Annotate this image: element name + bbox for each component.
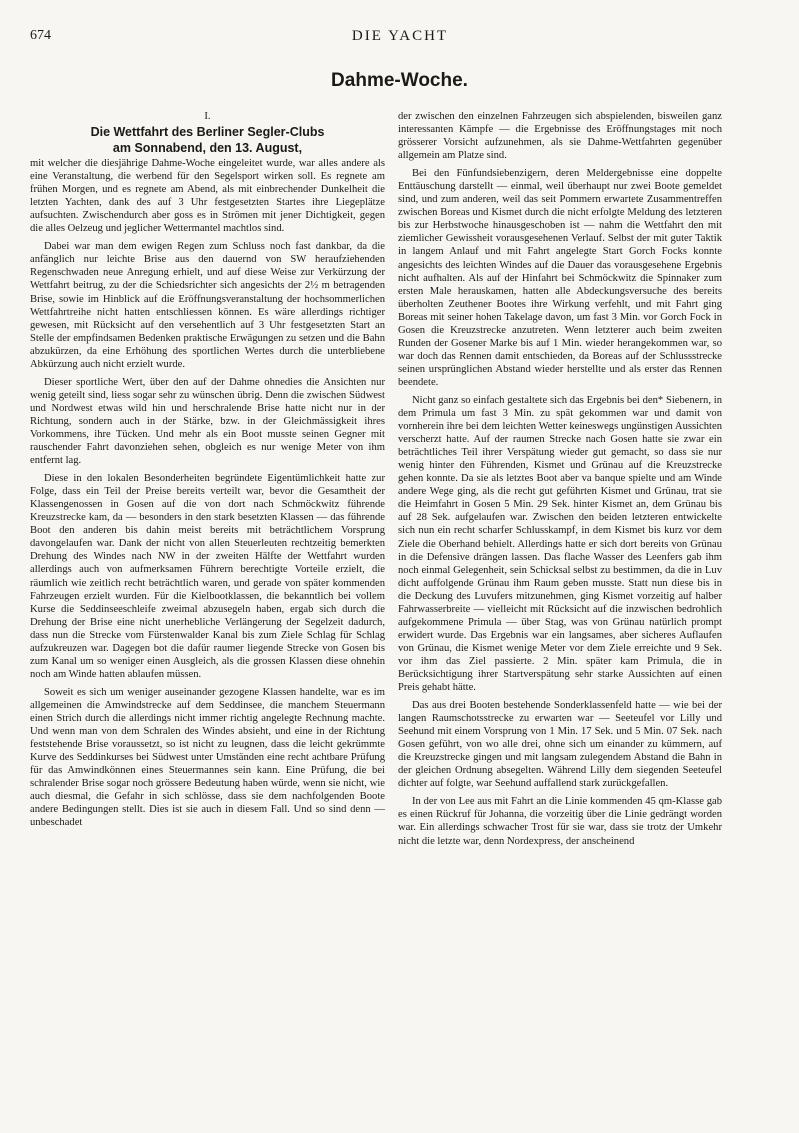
page-header <box>30 28 770 50</box>
running-title: DIE YACHT <box>351 28 449 44</box>
paragraph: Das aus drei Booten bestehende Sonderklassenfeld hatte — wie bei der langen Raumschotsstrecke zu erwarten war — Seeteufel vor Lilly und Seehund mit einem Vorsprung von 1 Min. 17 Sek. und 5 Min. 07 Sek. nach Gosen geführt, von wo alle drei, ohne sich um einander zu kümmern, auf die Kreuzstrecke gingen und mit langsam zulegendem Abstand die Bahn in der gleichen Ordnung absegelten. Während Lilly dem siegenden Seeteufel dichter auf folgte, war Seehund auffallend stark zurückgefallen. <box>398 700 722 790</box>
paragraph: Bei den Fünfundsiebenzigern, deren Meldergebnisse eine doppelte Enttäuschung darstellt — einmal, weil überhaupt nur zwei Boote gemeldet sind, und zum anderen, weil das seit Pommern erwartete Zusammentreffen zwischen Boreas und Kismet durch die nicht erfolgte Meldung des letzteren bis zur Herbstwoche hinausgeschoben ist — nahm die Wettfahrt den mit ziemlicher Gewissheit vorausgesehenen Verlauf. Selbst der mit guter Taktik in langem Anlauf und mit Fahrt angelegte Start Gorch Focks konnte angesichts des leichten Windes auf die Dauer das vorausgesehene Ergebnis nicht aufhalten. Als auf der Hinfahrt bei Schmöckwitz die Spinnaker zum ersten Male herauskamen, hatten alle Abdeckungsversuche des bereits überholten Zeuthener Bootes ihre Wirkung verfehlt, und mit Fahrt ging Boreas mit seiner hohen Takelage davon, um fast 3 Min. vor Gorch Fock in Gosen die Kreuzstrecke anzutreten. Wenn letzterer auch beim zweiten Runden der Gosener Marke bis auf 1 Min. wieder herangekommen war, so war doch das Rennen damit entschieden, da Boreas auf der Schlussstrecke seinen ursprünglichen Abstand wieder herstellte und als erster das Rennen beendete. <box>398 168 722 388</box>
paragraph: mit welcher die diesjährige Dahme-Woche eingeleitet wurde, war alles andere als eine Veranstaltung, die werbend für den Segelsport wirken soll. Es regnete am frühen Morgen, und es regnete am Abend, als mit einbrechender Dunkelheit die letzten Yachten, dank des auf 3 Uhr festgesetzten Startes ihre Liegeplätze aufsuchten. Zwischendurch aber goss es in Strömen mit jener Dichtigkeit, gegen die alles Oelzeug und jeglicher Wettermantel machtlos sind. <box>30 158 385 235</box>
left-column <box>30 110 385 829</box>
paragraph: Diese in den lokalen Besonderheiten begründete Eigentümlichkeit hatte zur Folge, dass ein Teil der Preise bereits verteilt war, bevor die Gesamtheit der Klassengenossen in Gosen auf die von dort nach Schmöckwitz führende Kreuzstrecke kam, da — besonders in den stark besetzten Klassen — das führende Boot den anderen bis dahin meist bereits mit beträchtlichem Vorsprung davongelaufen war. Dank der nicht von allen Steuerleuten rechtzeitig bemerkten Drehung des Windes nach NW in der zweiten Hälfte der Wettfahrt wurden allerdings auch von aufmerksamen Führern berechtigte Vorteile erzielt, die räumlich wie zeitlich recht beträchtlich waren, und gerade von später kommenden Fahrzeugen erzielt wurden. Für die Kielbootklassen, die bekanntlich bei vollem Kurse die Seddinseeschleife zweimal abzusegeln haben, ergab sich durch die Drehung der Brise eine nicht unerhebliche Verlängerung der Segelzeit dadurch, dass nun die Strecke vom Fürstenwalder Kanal bis zum Ziele Schlag für Schlag aufzukreuzen war. Dagegen bot die dafür raumer liegende Strecke von Gosen bis zum Kanal um so weniger einen Ausgleich, als die grossen Klassen diese ohnehin noch am Winde hatten ablaufen müssen. <box>30 473 385 680</box>
section-number: I. <box>204 111 211 122</box>
paragraph: Dabei war man dem ewigen Regen zum Schluss noch fast dankbar, da die anfänglich nur leichte Brise aus den dauernd von SW heraufziehenden Regenschwaden neue Anregung erhielt, und auf diese Weise zur Verkürzung der Wettfahrt beitrug, zu der die Schiedsrichter sich angesichts der 2½ m betragenden Brise, sowie im Hinblick auf die Eröffnungsveranstaltung der hochsommerlichen Wettfahrtreihe nicht hatten entschliessen können. Es wäre allerdings richtiger gewesen, mit Rücksicht auf den versehentlich auf 3 Uhr festgesetzten Start an Stelle der empfindsamen Bedenken praktische Erwägungen zu setzen und die Bahn abzukürzen, da eine Erhöhung des sportlichen Wertes durch die unterbliebene Abkürzung auch nicht erzielt wurde. <box>30 241 385 370</box>
paragraph: Soweit es sich um weniger auseinander gezogene Klassen handelte, war es im allgemeinen die Amwindstrecke auf dem Seddinsee, die manchem Steuermann einen Strich durch die allerdings nicht immer richtig angelegte Rechnung machte. Und wenn man von dem Schralen des Windes absieht, und eine in der Richtung feststehende Brise voraussetzt, so ist nicht zu leugnen, dass die leicht gekrümmte Kurve des Seddinkurses bei Südwest unter Umständen eine recht achtbare Prüfung für das Amwindkönnen eines Steuermannes sein kann. Eine Prüfung, die bei schralender Brise sogar noch grössere Bedeutung haben würde, wenn sie nicht, wie auch diesmal, die Gefahr in sich schlösse, dass sie dem nachfolgenden Boote andere Bedingungen stellt. Dies ist sie auch in diesem Fall. Und so sind denn — unbeschadet <box>30 686 385 829</box>
section-title-line1: Die Wettfahrt des Berliner Segler-Clubs <box>90 125 325 140</box>
paragraph: Dieser sportliche Wert, über den auf der Dahme ohnedies die Ansichten nur wenig geteilt sind, liess sogar sehr zu wünschen übrig. Denn die zwischen Südwest und Nordwest etwas wild hin und herschralende Brise hatte nicht nur in der Richtung, sondern auch in der Stärke, bzw. in der Gleichmässigkeit ihres Vorkommens, ihre Tücken. Und mehr als ein Boot musste seinen Gegner mit rauschender Fahrt davonziehen sehen, obgleich es nur wenige Meter von ihm entfernt lag. <box>30 376 385 467</box>
article-title: Dahme-Woche. <box>331 70 468 91</box>
section-title-line2: am Sonnabend, den 13. August, <box>112 141 303 156</box>
page-number: 674 <box>30 28 51 43</box>
paragraph: In der von Lee aus mit Fahrt an die Linie kommenden 45 qm-Klasse gab es einen Rückruf für Johanna, die vorzeitig über die Linie gedrängt worden war. Ein allerdings schwacher Trost für sie war, dass sie trotz der Umkehr nicht die letzte war, denn Nordexpress, der anscheinend <box>398 796 722 847</box>
paragraph: Nicht ganz so einfach gestaltete sich das Ergebnis bei den* Siebenern, in dem Primula um fast 3 Min. zu spät gekommen war und damit von vornherein ihre bei dem leichten Wetter keineswegs ungünstigen Aussichten verscherzt hatte. Auf der raumen Strecke nach Gosen hatte sie zwar ein beträchtliches Teil ihrer Verspätung wieder gut gemacht, so dass sie nur wenig hinter den Führenden, Kismet und Grünau auf die Kreuzstrecke gehen konnte. Da sie als letztes Boot aber va banque spielte und am Winde andere Wege ging, als die recht gut geführten Kismet und Grünau, trat sie die Heimfahrt in Gosen 5 Min. 29 Sek. hinter Kismet an, dem Grünau bis auf 28 Sek. aufgelaufen war. Zwischen den beiden letzteren entwickelte sich nun ein recht scharfer Schlusskampf, in dem Kismet bis kurz vor dem Ziele die Oberhand behielt. Allerdings hatte er sich dort bereits von Grünau in die Defensive drängen lassen. Das flache Wasser des Leenfers gab ihm noch einmal Gelegenheit, sein Schicksal selbst zu bestimmen, da die in Luv dicht auffolgende Grünau ihm Raum geben musste. Statt nun diese bis in die Deckung des Luvufers mitzunehmen, ging Kismet vorzeitig auf halber Fahrwasserbreite — vielleicht mit Rücksicht auf die inzwischen bedrohlich aufgekommene Primula — über Stag, was von Grünau natürlich prompt erwidert wurde. Das Ergebnis war ein langsames, aber sicheres Auflaufen von Grünau, die Kismet wenige Meter vor dem Ziele erreichte und 9 Sek. vor ihm das Ziel passierte. 2 Min. später kam Primula, die in Berücksichtigung ihrer Startverspätung sehr starke Aussichten auf einen Preis gehabt hätte. <box>398 394 722 694</box>
right-column <box>398 110 722 848</box>
paragraph: der zwischen den einzelnen Fahrzeugen sich abspielenden, bisweilen ganz interessanten Kämpfe — die Ergebnisse des Eröffnungstages mit noch grösserer Vorsicht aufzunehmen, als sie Dahme-Wettfahrten gegenüber allgemein am Platze sind. <box>398 111 722 162</box>
